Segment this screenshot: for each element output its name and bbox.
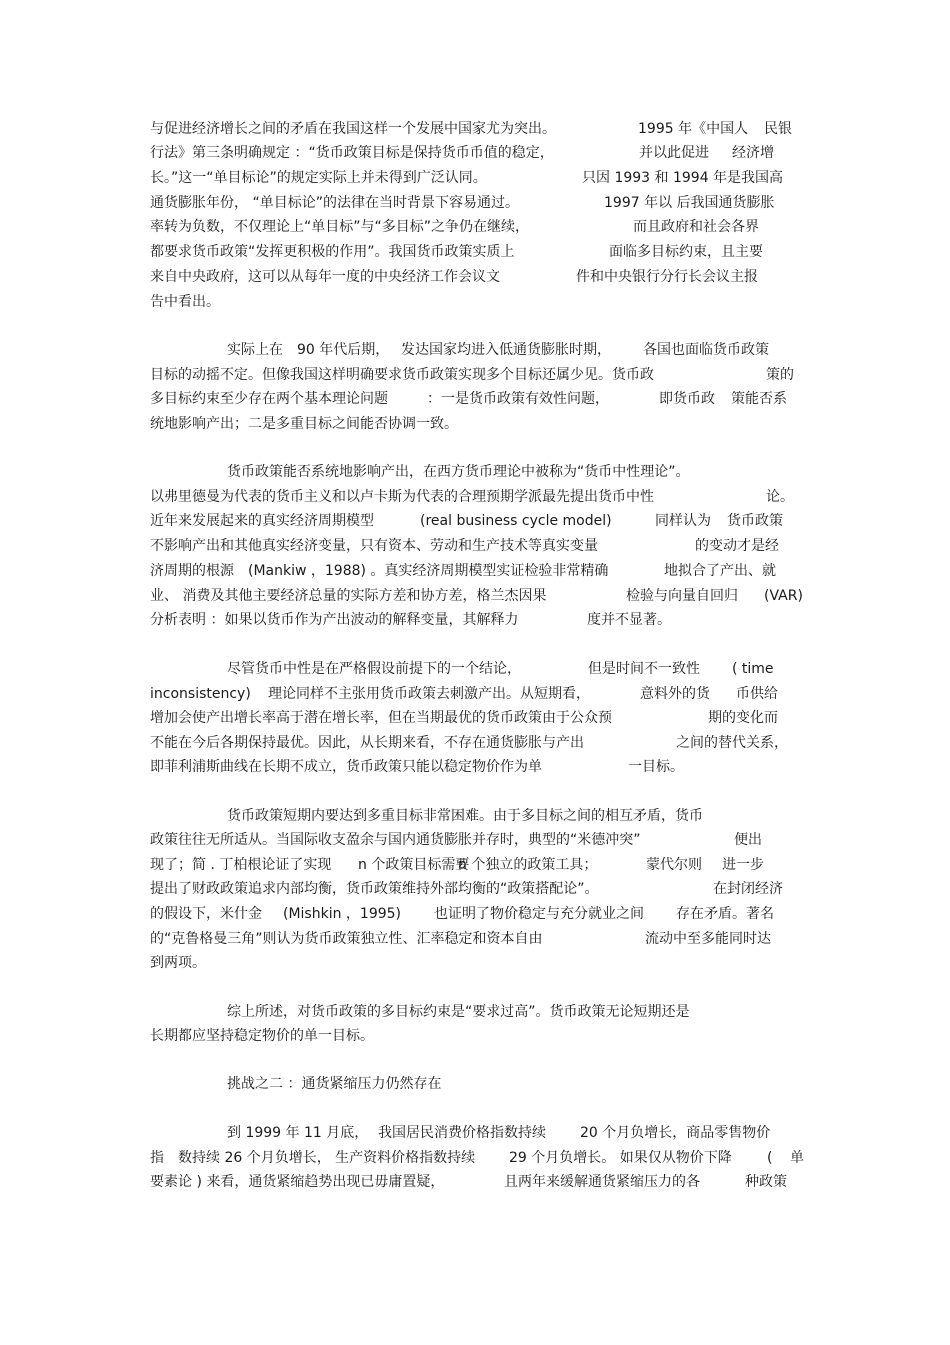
text-segment: ( — [767, 1150, 773, 1166]
text-segment: 我国居民消费价格指数持续 — [378, 1125, 546, 1141]
text-segment: n 个政策目标需要 — [358, 857, 470, 873]
text-line — [150, 509, 800, 533]
text-line — [150, 731, 800, 755]
text-segment: 来自中央政府，这可以从每年一度的中央经济工作会议文 — [150, 269, 500, 285]
text-line — [150, 215, 800, 239]
text-line — [150, 559, 800, 583]
text-line — [150, 363, 800, 387]
text-line — [150, 853, 800, 877]
text-line — [150, 951, 800, 975]
text-segment: 进一步 — [722, 857, 764, 873]
text-line — [150, 460, 800, 484]
text-line — [150, 804, 800, 828]
text-segment: 件和中央银行分行长会议主报 — [576, 269, 758, 285]
text-segment: 数持续 26 个月负增长， 生产资料价格指数持续 — [178, 1150, 476, 1166]
text-segment: 长。”这一“单目标论”的规定实际上并未得到广泛认同。 — [150, 170, 487, 186]
text-segment: 行法》第三条明确规定 ：“货币政策目标是保持货币币值的稳定， — [150, 145, 554, 161]
text-segment: 以弗里德曼为代表的货币主义和以卢卡斯为代表的合理预期学派最先提出货币中性 — [150, 489, 654, 505]
text-segment: 挑战之二 ：通货紧缩压力仍然存在 — [227, 1076, 442, 1092]
text-segment: 策的 — [766, 367, 794, 383]
text-segment: 之间的替代关系， — [676, 735, 788, 751]
text-segment: 币供给 — [736, 686, 778, 702]
text-line — [150, 240, 800, 264]
text-segment: 并以此促进 — [639, 145, 709, 161]
text-segment: 流动中至多能同时达 — [645, 931, 771, 947]
text-segment: 业、 消费及其他主要经济总量的实际方差和协方差，格兰杰因果 — [150, 588, 547, 604]
text-segment: (VAR) — [764, 588, 803, 604]
text-segment: (real business cycle model) — [420, 513, 612, 529]
text-segment: 到 1999 年 11 月底， — [227, 1125, 369, 1141]
text-segment: 指 — [150, 1150, 164, 1166]
text-line — [150, 706, 800, 730]
text-segment: 20 个月负增长，商品零售物价 — [580, 1125, 771, 1141]
text-line — [150, 1072, 800, 1096]
text-segment: 只因 1993 和 1994 年是我国高 — [582, 170, 784, 186]
text-segment: 货币政策能否系统地影响产出，在西方货币理论中被称为“货币中性理论”。 — [227, 464, 690, 480]
text-segment: 不能在今后各期保持最优。因此，从长期来看，不存在通货膨胀与产出 — [150, 735, 584, 751]
text-segment: 民银 — [764, 121, 792, 137]
text-segment: 货币政策 — [727, 513, 783, 529]
text-segment: 尽管货币中性是在严格假设前提下的一个结论， — [227, 661, 521, 677]
text-line — [150, 387, 800, 411]
text-segment: ：一是货币政策有效性问题， — [427, 391, 609, 407]
text-line — [150, 1024, 800, 1048]
text-segment: 现了；简 . 丁柏根论证了实现 — [150, 857, 332, 873]
text-line — [150, 290, 800, 314]
text-segment: 便出 — [734, 832, 762, 848]
text-segment: 面临多目标约束，且主要 — [609, 244, 763, 260]
text-line — [150, 657, 800, 681]
text-segment: 且两年来缓解通货紧缩压力的各 — [504, 1174, 700, 1190]
text-line — [150, 828, 800, 852]
text-segment: 济周期的根源 — [150, 563, 234, 579]
text-line — [150, 608, 800, 632]
text-segment: 而且政府和社会各界 — [633, 219, 759, 235]
text-segment: 近年来发展起来的真实经济周期模型 — [150, 513, 374, 529]
text-segment: 实际上在 — [227, 342, 283, 358]
text-segment: 的假设下，米什金 — [150, 906, 262, 922]
text-line — [150, 1000, 800, 1024]
text-segment: 90 年代后期， — [297, 342, 390, 358]
text-segment: 期的变化而 — [708, 710, 778, 726]
text-segment: 通货膨胀年份， “单目标论”的法律在当时背景下容易通过。 — [150, 195, 519, 211]
text-segment: 地拟合了产出、就 — [664, 563, 776, 579]
text-line — [150, 166, 800, 190]
text-segment: 货币政策短期内要达到多重目标非常困难。由于多目标之间的相互矛盾，货币 — [227, 808, 703, 824]
text-segment: 提出了财政政策追求内部均衡，货币政策维持外部均衡的“政策搭配论”。 — [150, 881, 599, 897]
text-segment: 1995 年《中国人 — [638, 121, 749, 137]
text-line — [150, 338, 800, 362]
text-segment: 单 — [790, 1150, 804, 1166]
text-segment: 在封闭经济 — [713, 881, 783, 897]
text-segment: 发达国家均进入低通货膨胀时期， — [401, 342, 611, 358]
text-segment: 的“克鲁格曼三角”则认为货币政策独立性、汇率稳定和资本自由 — [150, 931, 543, 947]
text-segment: 策能否系 — [731, 391, 787, 407]
text-segment: 经济增 — [732, 145, 774, 161]
text-segment: 到两项。 — [150, 955, 206, 971]
text-segment: (Mishkin ，1995) — [283, 906, 402, 922]
text-segment: 目标的动摇不定。但像我国这样明确要求货币政策实现多个目标还属少见。货币政 — [150, 367, 654, 383]
text-line — [150, 755, 800, 779]
text-segment: 统地影响产出；二是多重目标之间能否协调一致。 — [150, 416, 458, 432]
text-segment: 意料外的货 — [640, 686, 710, 702]
text-segment: 蒙代尔则 — [646, 857, 702, 873]
text-line — [150, 1146, 804, 1170]
text-segment: 存在矛盾。著名 — [676, 906, 774, 922]
text-segment: 增加会使产出增长率高于潜在增长率，但在当期最优的货币政策由于公众预 — [150, 710, 612, 726]
text-line — [150, 265, 800, 289]
text-line — [150, 902, 800, 926]
text-line — [150, 584, 803, 608]
text-segment: n 个独立的政策工具； — [458, 857, 598, 873]
text-segment: 与促进经济增长之间的矛盾在我国这样一个发展中国家尤为突出。 — [150, 121, 556, 137]
text-segment: 1997 年以 后我国通货膨胀 — [604, 195, 775, 211]
text-segment: 种政策 — [745, 1174, 787, 1190]
text-segment: 论。 — [766, 489, 794, 505]
text-line — [150, 141, 800, 165]
text-line — [150, 877, 800, 901]
text-line — [150, 117, 800, 141]
text-segment: 各国也面临货币政策 — [643, 342, 769, 358]
text-segment: 理论同样不主张用货币政策去刺激产出。从短期看， — [268, 686, 590, 702]
text-line — [150, 927, 800, 951]
text-segment: 长期都应坚持稳定物价的单一目标。 — [150, 1028, 374, 1044]
text-segment: 的变动才是经 — [695, 538, 779, 554]
text-segment: 检验与向量自回归 — [626, 588, 738, 604]
text-segment: ( time — [732, 661, 774, 677]
text-segment: 即货币政 — [659, 391, 715, 407]
text-segment: 29 个月负增长。 如果仅从物价下降 — [509, 1150, 732, 1166]
text-segment: 度并不显著。 — [587, 612, 671, 628]
text-segment: 也证明了物价稳定与充分就业之间 — [434, 906, 644, 922]
text-segment: 要素论 ) 来看，通货紧缩趋势出现已毋庸置疑， — [150, 1174, 445, 1190]
text-segment: 都要求货币政策“发挥更积极的作用”。我国货币政策实质上 — [150, 244, 515, 260]
text-line — [150, 485, 800, 509]
text-segment: (Mankiw ，1988) 。真实经济周期模型实证检验非常精确 — [248, 563, 609, 579]
text-segment: 分析表明 ：如果以货币作为产出波动的解释变量，其解释力 — [150, 612, 519, 628]
text-segment: 综上所述，对货币政策的多目标约束是“要求过高”。货币政策无论短期还是 — [227, 1004, 690, 1020]
text-line — [150, 1121, 800, 1145]
text-segment: 一目标。 — [628, 759, 684, 775]
text-segment: 但是时间不一致性 — [588, 661, 700, 677]
text-segment: 率转为负数，不仅理论上“单目标”与“多目标”之争仍在继续， — [150, 219, 530, 235]
text-segment: 告中看出。 — [150, 294, 220, 310]
text-segment: 不影响产出和其他真实经济变量，只有资本、劳动和生产技术等真实变量 — [150, 538, 598, 554]
text-segment: 即菲利浦斯曲线在长期不成立，货币政策只能以稳定物价作为单 — [150, 759, 542, 775]
text-segment: 多目标约束至少存在两个基本理论问题 — [150, 391, 388, 407]
text-line — [150, 191, 800, 215]
text-line — [150, 1170, 800, 1194]
text-segment: 政策往往无所适从。当国际收支盈余与国内通货膨胀并存时，典型的“米德冲突” — [150, 832, 641, 848]
text-line — [150, 412, 800, 436]
text-line — [150, 534, 800, 558]
text-segment: 同样认为 — [655, 513, 711, 529]
text-segment: inconsistency) — [150, 686, 251, 702]
text-line — [150, 682, 800, 706]
